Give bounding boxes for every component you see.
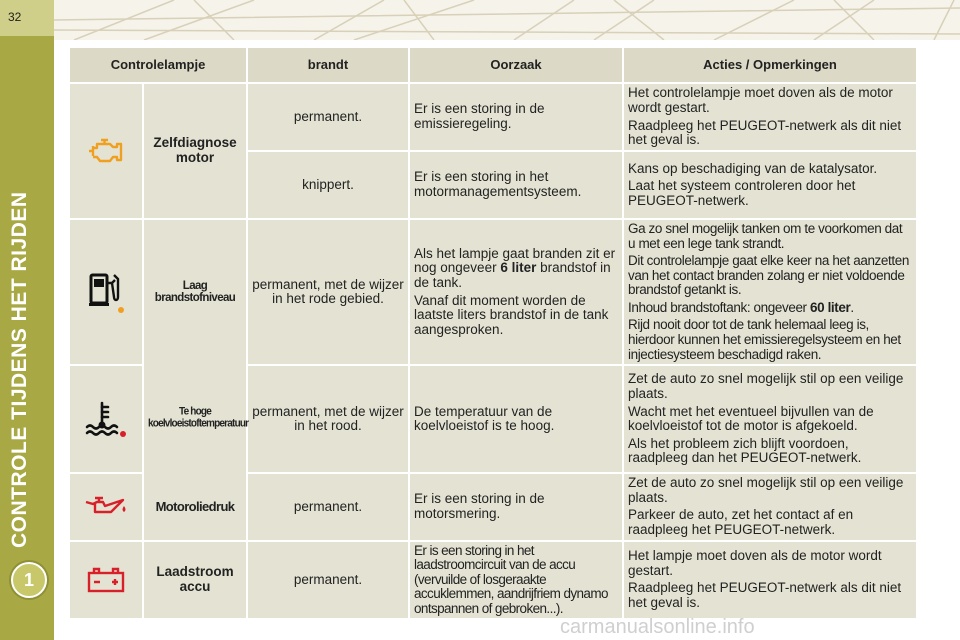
icon-cell [70,542,142,619]
page-number-box [0,0,54,36]
brandt-cell: knippert. [248,152,408,218]
oorzaak-cell: Er is een storing in de emissieregeling. [410,84,622,150]
table-header-row [70,48,916,82]
brandt-cell: permanent. [248,474,408,539]
oorzaak-cell: Er is een storing in het laadstroomcircuit van de accu (vervuilde of losgeraakte accuklemmen, aandrijfriem dynamo ontspannen of gebroken...). [410,542,622,619]
acties-cell: Zet de auto zo snel mogelijk stil op een veilige plaats. Parkeer de auto, zet het contact af en raadpleeg het PEUGEOT-netwerk. [624,474,916,539]
watermark: carmanualsonline.info [560,616,755,638]
acties-cell: Kans op beschadiging van de katalysator. Laat het systeem controleren door het PEUGEOT-netwerk. [624,152,916,218]
oorzaak-cell: De temperatuur van de koelvloeistof is te hoog. [410,366,622,472]
lamp-name: Motoroliedruk [144,474,246,539]
oorzaak-cell: Er is een storing in de motorsmering. [410,474,622,539]
acties-cell: Ga zo snel mogelijk tanken om te voorkomen dat u met een lege tank strandt. Dit controlelampje gaat elke keer na het aanzetten van het contact branden zolang er niet voldoende brandstof getankt is. Inhoud brandstoftank: ongeveer 60 liter. Rijd nooit door tot de tank helemaal leeg is, hierdoor kunnen het emissieregelsysteem en het injectiesysteem beschadigd raken. [624,220,916,364]
battery-icon [86,566,126,594]
icon-cell [70,366,142,472]
warning-lights-table [68,46,918,620]
header-oorzaak: Oorzaak [410,48,622,82]
table-row [70,474,916,539]
header-brandt: brandt [248,48,408,82]
table-row [70,542,916,619]
coolant-temperature-icon [84,399,128,439]
icon-cell [70,220,142,364]
chapter-title-text: CONTROLE TIJDENS HET RIJDEN [8,191,31,548]
acties-cell: Zet de auto zo snel mogelijk stil op een veilige plaats. Wacht met het eventueel bijvullen van de koelvloeistof tot de motor is afgekoeld. Als het probleem zich blijft voordoen, raadpleeg dan het PEUGEOT-netwerk. [624,366,916,472]
oorzaak-cell: Als het lampje gaat branden zit er nog ongeveer 6 liter brandstof in de tank. Vanaf dit moment worden de laatste liters brandstof in de tank aangesproken. [410,220,622,364]
fuel-pump-icon [86,269,126,315]
brandt-cell: permanent, met de wijzer in het rood. [248,366,408,472]
icon-cell [70,474,142,539]
oil-pressure-icon [83,494,129,520]
brandt-cell: permanent. [248,84,408,150]
engine-check-icon [86,136,126,166]
lamp-name: Te hoge koelvloeistoftemperatuur [144,361,246,478]
header-acties: Acties / Opmerkingen [624,48,916,82]
acties-cell: Het lampje moet doven als de motor wordt gestart. Raadpleeg het PEUGEOT-netwerk als dit niet het geval is. [624,542,916,619]
acties-cell: Het controlelampje moet doven als de motor wordt gestart. Raadpleeg het PEUGEOT-netwerk als dit niet het geval is. [624,84,916,150]
icon-cell [70,84,142,218]
header-pattern [54,0,960,40]
lamp-name: Laadstroom accu [144,542,246,619]
table-row [70,220,916,364]
brandt-cell: permanent. [248,542,408,619]
table-row [70,84,916,150]
oorzaak-cell: Er is een storing in het motormanagementsysteem. [410,152,622,218]
page-number: 32 [8,10,22,24]
table-row [70,366,916,472]
lamp-name: Laag brandstofniveau [144,220,246,364]
brandt-cell: permanent, met de wijzer in het rode gebied. [248,220,408,364]
lamp-name: Zelfdiagnose motor [144,84,246,218]
chapter-badge: 1 [11,562,47,598]
header-controlelampje: Controlelampje [70,48,246,82]
